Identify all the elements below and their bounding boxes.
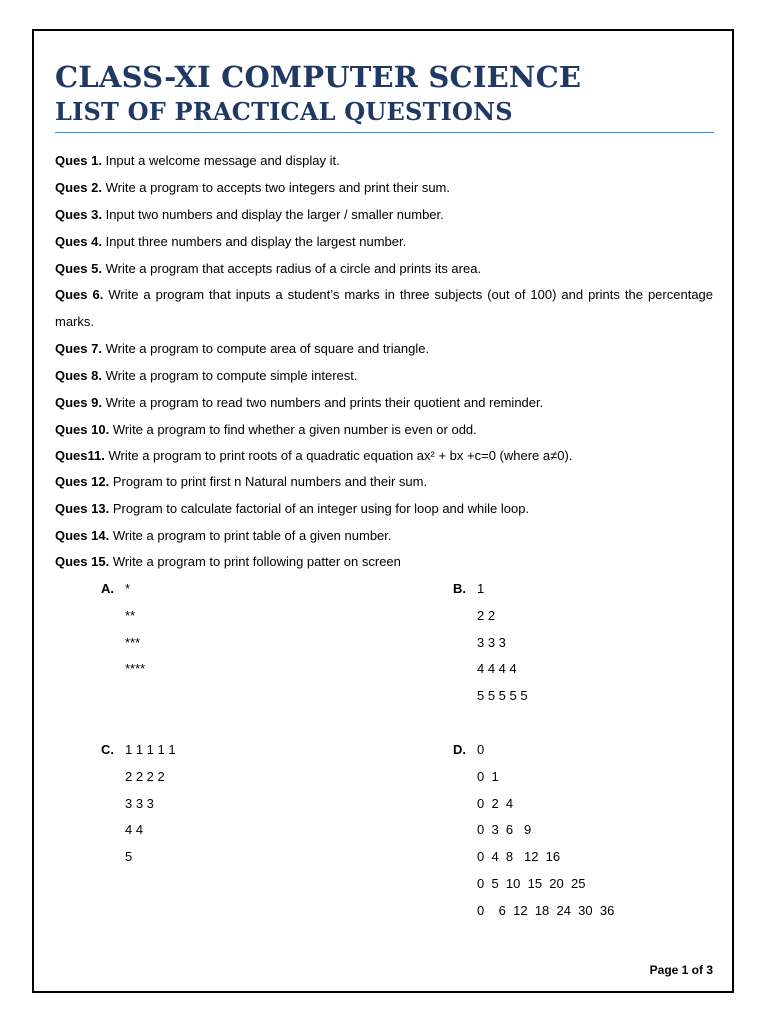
question-text: Write a program to print table of a given number. — [109, 528, 392, 543]
question-text: Write a program to print following patter on screen — [109, 554, 401, 569]
question-label: Ques 4. — [55, 234, 102, 249]
page-title: CLASS-XI COMPUTER SCIENCE — [55, 60, 582, 94]
question-label: Ques 10. — [55, 422, 110, 437]
question-item — [55, 522, 713, 549]
pattern-line: **** — [125, 661, 146, 677]
question-label: Ques 12. — [55, 474, 110, 489]
question-text: Write a program that inputs a student’s marks in three subjects (out of 100) and prints the percentage marks. — [55, 287, 714, 329]
pattern-label-c: C. — [101, 742, 114, 757]
question-label: Ques 9. — [55, 395, 102, 410]
pattern-line: 3 3 3 — [477, 634, 506, 650]
question-item — [55, 416, 713, 443]
page-number: Page 1 of 3 — [649, 963, 713, 977]
question-text: Input three numbers and display the largest number. — [101, 234, 407, 249]
question-text: Input a welcome message and display it. — [101, 153, 340, 168]
pattern-label-d: D. — [453, 742, 466, 757]
question-text: Write a program to compute area of square and triangle. — [101, 341, 430, 356]
question-item — [55, 228, 713, 255]
pattern-line: ** — [125, 607, 136, 623]
question-item — [55, 362, 713, 389]
question-item — [55, 201, 713, 228]
pattern-line: 4 4 — [125, 822, 144, 838]
pattern-line: 0 4 8 12 16 — [477, 849, 561, 865]
question-item — [55, 255, 713, 282]
question-label: Ques 3. — [55, 207, 102, 222]
question-item — [55, 548, 713, 575]
question-text: Program to calculate factorial of an integer using for loop and while loop. — [109, 501, 530, 516]
question-label: Ques 8. — [55, 368, 102, 383]
question-text: Input two numbers and display the larger / smaller number. — [101, 207, 444, 222]
pattern-line: 5 5 5 5 5 — [477, 688, 528, 704]
question-label: Ques 15. — [55, 554, 110, 569]
pattern-label-b: B. — [453, 581, 466, 596]
question-text: Write a program to find whether a given number is even or odd. — [109, 422, 477, 437]
pattern-line: * — [125, 581, 131, 596]
pattern-line: 0 2 4 — [477, 795, 514, 811]
question-text: Write a program to accepts two integers and print their sum. — [101, 180, 450, 195]
question-label: Ques 7. — [55, 341, 102, 356]
pattern-label-a: A. — [101, 581, 114, 596]
pattern-line: 0 3 6 9 — [477, 822, 532, 838]
question-item — [55, 281, 713, 335]
question-text: Write a program to print roots of a quadratic equation ax² + bx +c=0 (where a≠0). — [104, 448, 573, 463]
pattern-line: 4 4 4 4 — [477, 661, 517, 677]
question-text: Write a program to compute simple interest. — [101, 368, 358, 383]
pattern-line: 0 5 10 15 20 25 — [477, 876, 586, 891]
pattern-line: 2 2 — [477, 607, 496, 623]
question-text: Write a program to read two numbers and prints their quotient and reminder. — [101, 395, 544, 410]
question-text: Program to print first n Natural numbers and their sum. — [109, 474, 428, 489]
title-divider — [55, 132, 714, 133]
question-item — [55, 389, 713, 416]
pattern-line: 2 2 2 2 — [125, 768, 165, 784]
pattern-line: 0 1 — [477, 768, 499, 784]
question-label: Ques11. — [55, 448, 105, 463]
pattern-line: 3 3 3 — [125, 795, 154, 811]
pattern-line: 0 6 12 18 24 30 36 — [477, 902, 615, 918]
question-label: Ques 14. — [55, 528, 110, 543]
pattern-line: 5 — [125, 849, 133, 865]
question-text: Write a program that accepts radius of a circle and prints its area. — [101, 261, 482, 276]
pattern-line: *** — [125, 634, 141, 650]
question-label: Ques 13. — [55, 501, 110, 516]
question-item — [55, 468, 713, 495]
question-label: Ques 2. — [55, 180, 102, 195]
pattern-line: 1 1 1 1 1 — [125, 742, 176, 757]
question-label: Ques 1. — [55, 153, 102, 168]
question-item — [55, 335, 713, 362]
question-label: Ques 6. — [55, 287, 104, 302]
pattern-line: 0 — [477, 742, 485, 757]
page-subtitle: LIST OF PRACTICAL QUESTIONS — [55, 97, 513, 126]
question-label: Ques 5. — [55, 261, 102, 276]
question-item — [55, 174, 713, 201]
question-item — [55, 147, 713, 174]
pattern-line: 1 — [477, 581, 485, 596]
question-item — [55, 495, 713, 522]
question-item — [55, 442, 713, 469]
